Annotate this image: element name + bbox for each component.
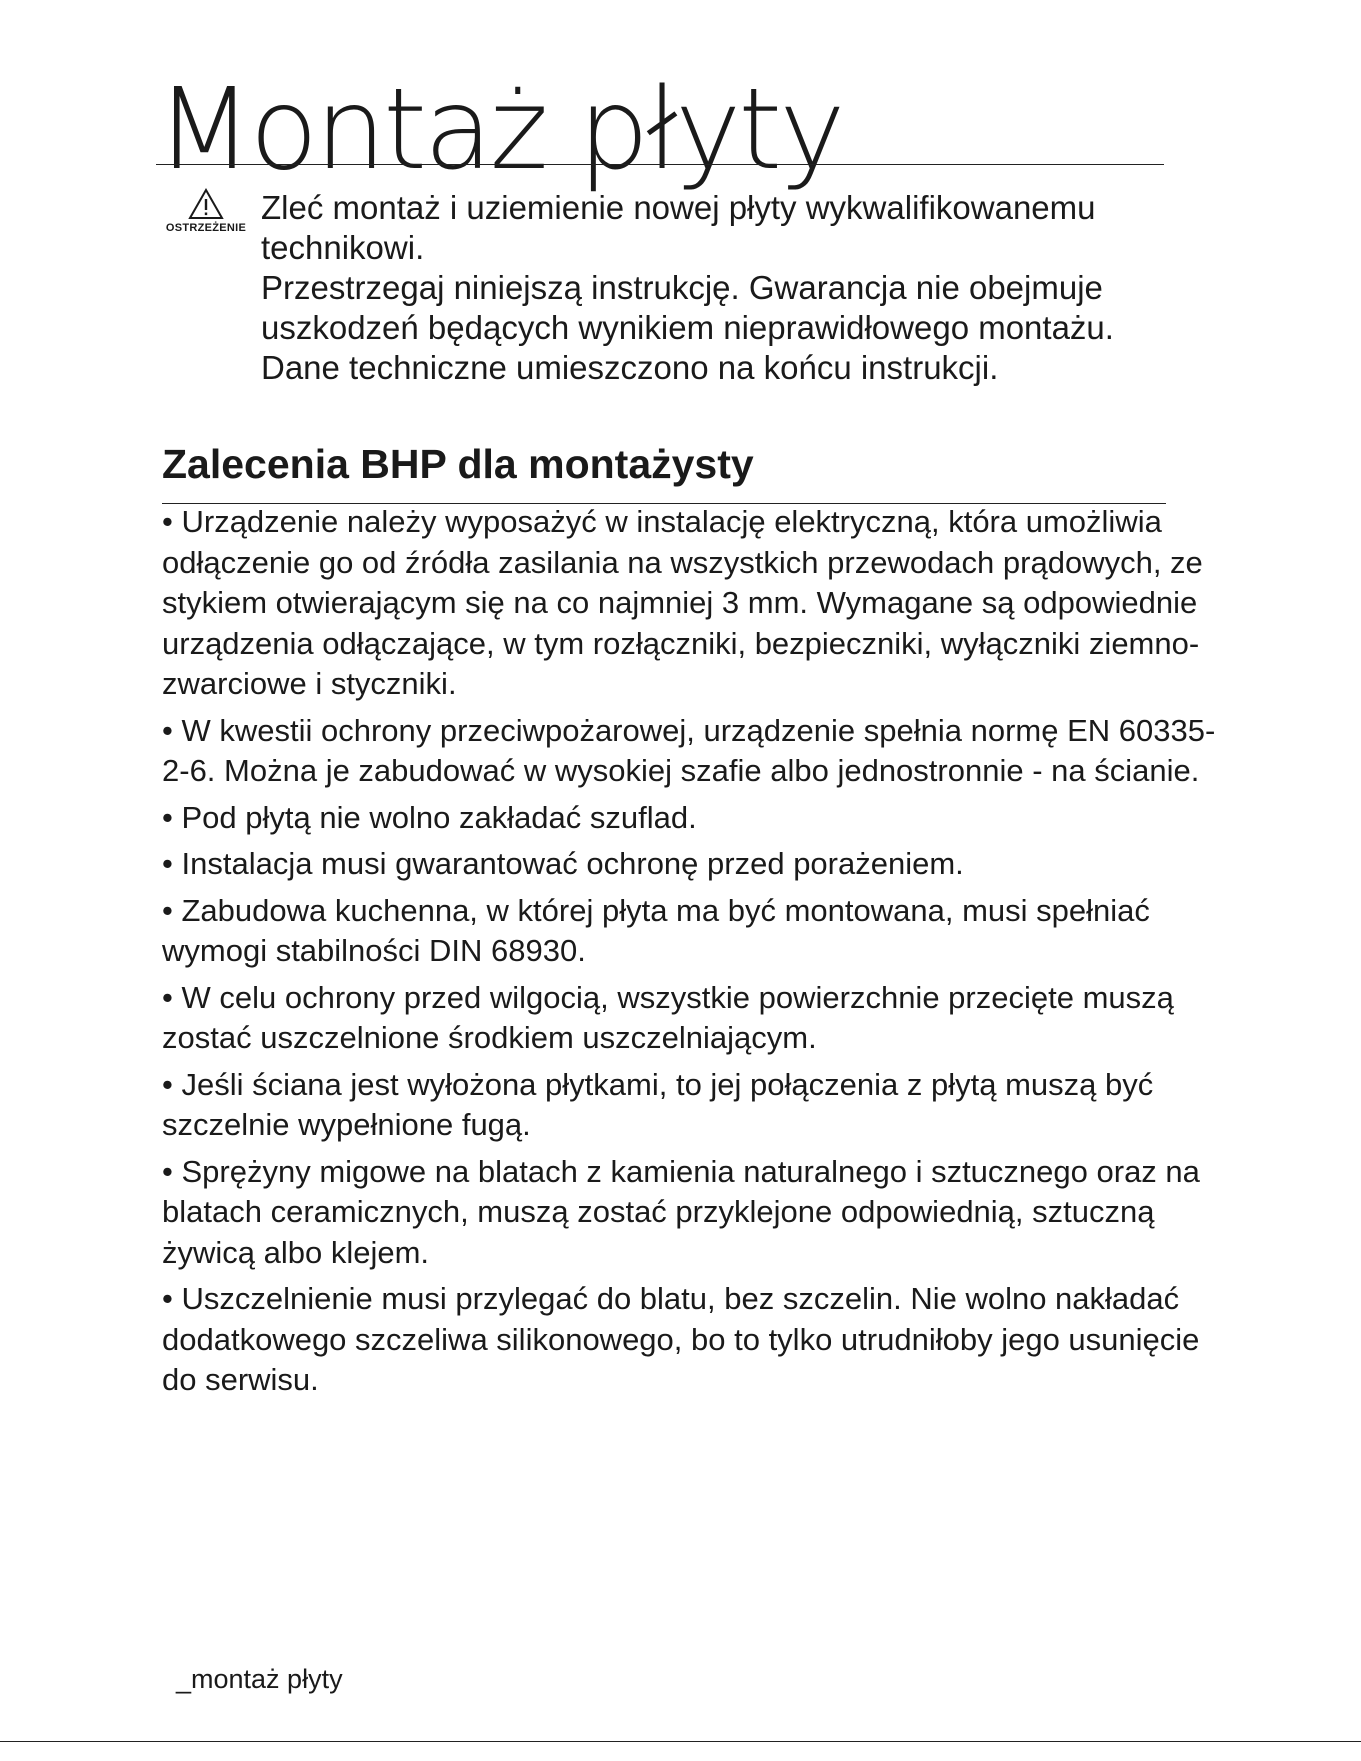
- bullet-icon: •: [162, 712, 173, 748]
- list-item-text: Urządzenie należy wyposażyć w instalację elektryczną, która umożliwia odłączenie go od źródła zasilania na wszystkich przewodach prądowych, ze stykiem otwierającym się na co najmniej 3 mm. Wymagane są odpowiednie urządzenia odłączające, w tym rozłączniki, bezpieczniki, wyłączniki ziemno-zwarciowe i styczniki.: [162, 504, 1203, 701]
- bullet-icon: •: [162, 504, 173, 539]
- warning-paragraph: Przestrzegaj niniejszą instrukcję. Gwarancja nie obejmuje uszkodzeń będących wynikiem nieprawidłowego montażu.: [261, 269, 1114, 346]
- warning-badge: [158, 188, 254, 234]
- page-title: Montaż płyty: [156, 65, 843, 195]
- list-item-text: Pod płytą nie wolno zakładać szuflad.: [181, 799, 697, 835]
- list-item: [162, 1279, 1222, 1401]
- safety-list: [162, 502, 1222, 1407]
- list-item-text: Jeśli ściana jest wyłożona płytkami, to jej połączenia z płytą muszą być szczelnie wypełnione fugą.: [162, 1066, 1154, 1142]
- warning-paragraph: Zleć montaż i uziemienie nowej płyty wykwalifikowanemu technikowi.: [261, 189, 1096, 266]
- list-item: [162, 711, 1222, 792]
- bullet-icon: •: [162, 846, 173, 881]
- list-item: [162, 798, 1222, 839]
- warning-triangle-icon: [188, 188, 224, 220]
- list-item-text: Zabudowa kuchenna, w której płyta ma być montowana, musi spełniać wymogi stabilności DIN 68930.: [162, 892, 1150, 968]
- footer-label: _montaż płyty: [176, 1664, 343, 1694]
- bullet-icon: •: [162, 1153, 173, 1189]
- bullet-icon: •: [162, 1281, 173, 1316]
- title-divider: [156, 164, 1164, 165]
- section-heading: Zalecenia BHP dla montażysty: [162, 441, 754, 487]
- bullet-icon: •: [162, 799, 173, 835]
- list-item: [162, 844, 1222, 885]
- bullet-icon: •: [162, 1066, 173, 1102]
- warning-label: OSTRZEŻENIE: [165, 222, 247, 234]
- list-item: [162, 1152, 1222, 1274]
- list-item: [162, 978, 1222, 1059]
- list-item-text: W celu ochrony przed wilgocią, wszystkie powierzchnie przecięte muszą zostać uszczelnione środkiem uszczelniającym.: [162, 979, 1174, 1055]
- bullet-icon: •: [162, 979, 173, 1015]
- list-item-text: Sprężyny migowe na blatach z kamienia naturalnego i sztucznego oraz na blatach ceramicznych, muszą zostać przyklejone odpowiednią, sztuczną żywicą albo klejem.: [162, 1153, 1200, 1270]
- list-item-text: Uszczelnienie musi przylegać do blatu, bez szczelin. Nie wolno nakładać dodatkowego szczeliwa silikonowego, bo to tylko utrudniłoby jego usunięcie do serwisu.: [162, 1281, 1200, 1397]
- warning-text: [261, 188, 1221, 388]
- list-item: [162, 891, 1222, 972]
- bullet-icon: •: [162, 892, 173, 928]
- list-item-text: Instalacja musi gwarantować ochronę przed porażeniem.: [181, 846, 964, 881]
- list-item: [162, 502, 1222, 705]
- list-item-text: W kwestii ochrony przeciwpożarowej, urządzenie spełnia normę EN 60335-2-6. Można je zabudować w wysokiej szafie albo jednostronnie - na ścianie.: [162, 712, 1216, 788]
- list-item: [162, 1065, 1222, 1146]
- warning-paragraph: Dane techniczne umieszczono na końcu instrukcji.: [261, 349, 999, 386]
- bottom-divider: [0, 1741, 1361, 1742]
